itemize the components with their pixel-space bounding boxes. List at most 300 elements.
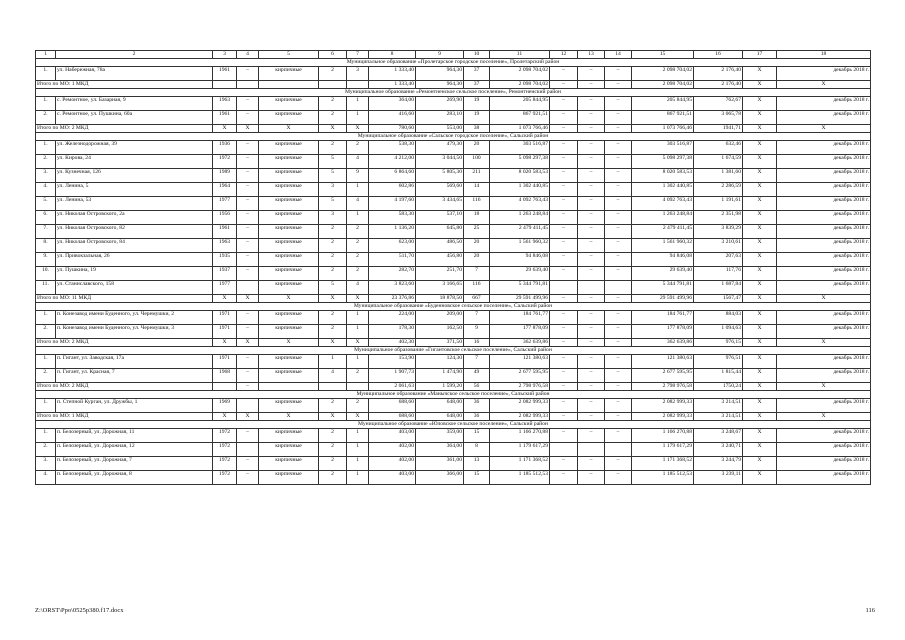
table-cell: – [605,183,632,197]
table-cell: декабрь 2018 г. [777,111,871,125]
total-row [36,339,871,347]
total-cell: – [578,413,605,421]
table-cell: 2 [347,225,369,239]
table-cell: 1 185 512,53 [490,471,550,485]
table-cell: ул. Железнодорожная, 39 [56,141,213,155]
total-cell: Х [213,413,237,421]
table-cell: 1 [347,211,369,225]
table-cell: с. Ремонтное, ул. Базарная, 9 [56,97,213,111]
table-row [36,429,871,443]
municipality-title: Муниципальное образование «Пролетарское городское поселение», Пролетарский район [36,59,871,67]
total-cell: Х [743,295,777,303]
table-cell: 538,30 [369,141,416,155]
table-cell: 4 [319,369,347,383]
table-cell: 184 761,77 [632,311,694,325]
table-cell: декабрь 2018 г. [777,429,871,443]
total-cell: 362 639,86 [632,339,694,347]
table-cell: 1 [347,111,369,125]
table-cell: 359,00 [416,429,464,443]
table-cell: 1 [347,457,369,471]
table-cell: – [605,253,632,267]
municipality-section-row [36,89,871,97]
table-cell: – [578,111,605,125]
table-cell: 1 907,73 [369,369,416,383]
table-cell: декабрь 2018 г. [777,471,871,485]
table-cell: 1972 [213,457,237,471]
table-cell: 632,46 [694,141,743,155]
housing-register-table [35,50,871,485]
total-cell: 29 591 499,96 [632,295,694,303]
table-cell: 37 [464,67,490,81]
total-cell: 1 599,20 [416,383,464,391]
table-cell: декабрь 2018 г. [777,399,871,413]
total-cell: Х [237,295,259,303]
table-cell: – [237,155,259,169]
table-cell: – [605,141,632,155]
table-cell: Х [743,281,777,295]
table-cell: – [550,429,578,443]
table-cell: 205 844,95 [490,97,550,111]
table-cell: 1 687,84 [694,281,743,295]
table-cell: 5 344 791,81 [490,281,550,295]
table-cell: 2 [319,141,347,155]
table-cell: декабрь 2018 г. [777,141,871,155]
table-cell: 29 639,40 [490,267,550,281]
table-cell: 8 [464,443,490,457]
total-cell: 2 176,40 [694,81,743,89]
table-cell: – [550,67,578,81]
column-number: 4 [237,51,259,59]
table-cell: – [237,311,259,325]
total-cell: Х [743,383,777,391]
table-cell: 94 846,08 [490,253,550,267]
table-cell: 403,00 [369,429,416,443]
table-cell: 3 240,71 [694,443,743,457]
table-cell: 2 [319,267,347,281]
column-number: 1 [36,51,56,59]
total-cell [237,81,259,89]
table-cell: 2 [319,457,347,471]
total-cell: 37 [464,81,490,89]
table-cell: декабрь 2018 г. [777,443,871,457]
table-cell: 283,10 [416,111,464,125]
table-cell: – [550,471,578,485]
total-cell: Х [347,125,369,133]
total-cell: Х [259,295,319,303]
total-row [36,125,871,133]
table-cell: 3 [347,67,369,81]
municipality-title: Муниципальное образование «Юловское сельское поселение», Сальский район [36,421,871,429]
table-cell: – [550,267,578,281]
total-cell: 29 591 499,96 [490,295,550,303]
table-cell: 207,63 [694,253,743,267]
table-cell: 1 136,20 [369,225,416,239]
table-cell: ул. Набережная, 78а [56,67,213,81]
table-cell: 2 [319,429,347,443]
table-cell: кирпичные [259,141,319,155]
total-label: Итого по МО: 2 МКД [36,383,213,391]
table-cell [578,443,605,457]
table-body [36,51,871,485]
table-cell: 1969 [213,399,237,413]
table-cell: Х [743,183,777,197]
register-sheet [35,50,870,485]
table-cell: 569,60 [416,183,464,197]
table-cell: – [237,471,259,485]
table-cell: 121 380,63 [490,355,550,369]
table-cell: 648,00 [416,399,464,413]
table-cell: 2 [347,253,369,267]
table-cell: п. Конезавод имени Буденного, ул. Черемушки, 2 [56,311,213,325]
total-row [36,413,871,421]
table-cell: 511,70 [369,253,416,267]
table-cell: Х [743,457,777,471]
table-cell: ул. Ленина, 53 [56,197,213,211]
table-cell: 4 [347,197,369,211]
table-row [36,183,871,197]
table-cell: 1 [319,355,347,369]
table-cell: – [578,97,605,111]
total-cell: 2 098 704,02 [632,81,694,89]
total-cell: – [237,383,259,391]
total-cell: Х [743,125,777,133]
table-cell: 867 921,51 [632,111,694,125]
table-cell: 117,76 [694,267,743,281]
total-cell: – [578,81,605,89]
table-cell: 1972 [213,155,237,169]
total-cell: Х [319,295,347,303]
table-cell: 1 [347,183,369,197]
municipality-title: Муниципальное образование «Буденновское сельское поселение», Сальский район [36,303,871,311]
total-cell: 1 073 766,46 [632,125,694,133]
table-cell: кирпичные [259,457,319,471]
table-row [36,197,871,211]
table-cell: Х [743,429,777,443]
table-cell: декабрь 2018 г. [777,457,871,471]
table-cell: – [605,399,632,413]
table-cell: Х [743,67,777,81]
total-cell: Х [777,295,871,303]
table-cell: кирпичные [259,67,319,81]
table-cell: 11. [36,281,56,295]
table-cell: 2 479 411,45 [632,225,694,239]
table-cell: 623,00 [369,239,416,253]
table-cell: 1 171 368,52 [490,457,550,471]
table-cell: 2. [36,369,56,383]
municipality-section-row [36,347,871,355]
table-row [36,67,871,81]
total-cell: 3 214,51 [694,413,743,421]
table-cell: 1972 [213,443,237,457]
table-cell: 116 [464,197,490,211]
table-cell: – [578,457,605,471]
total-cell: Х [237,413,259,421]
table-cell: 1961 [213,111,237,125]
table-cell: Х [743,111,777,125]
total-row [36,81,871,89]
total-cell: Х [347,295,369,303]
total-cell: 16 [464,339,490,347]
document-path: Z:\ORST\Ppo\0525p380.f17.docx [35,607,124,614]
table-cell: 583,30 [369,211,416,225]
table-cell [605,443,632,457]
table-cell: – [605,197,632,211]
table-cell: 3 239,11 [694,471,743,485]
municipality-title: Муниципальное образование «Сальское городское поселение», Сальский район [36,133,871,141]
column-number: 12 [550,51,578,59]
table-cell: – [550,355,578,369]
total-cell: Х [237,125,259,133]
table-cell: 1 [347,443,369,457]
table-cell: – [550,211,578,225]
table-cell: 688,60 [369,399,416,413]
total-label: Итого по МО: 11 МКД [36,295,213,303]
total-cell: 2 098 704,02 [490,81,550,89]
total-cell: 402,30 [369,339,416,347]
total-cell: – [605,413,632,421]
table-cell: п. Белозерный, ул. Дорожная, 7 [56,457,213,471]
table-cell: – [237,169,259,183]
table-row [36,325,871,339]
table-cell: 282,70 [369,267,416,281]
table-cell: кирпичные [259,429,319,443]
table-cell: – [550,197,578,211]
table-cell: Х [743,311,777,325]
table-cell: 645,80 [416,225,464,239]
total-cell: Х [743,339,777,347]
table-cell: 1 815,44 [694,369,743,383]
table-cell: с. Ремонтное, ул. Пушкина, 60а [56,111,213,125]
table-cell: 1 171 368,52 [632,457,694,471]
table-cell: 177 878,09 [490,325,550,339]
column-number: 8 [369,51,416,59]
table-cell: 1 263 248,84 [632,211,694,225]
table-cell: 1 561 960,32 [632,239,694,253]
table-cell: 1 [347,325,369,339]
table-row [36,225,871,239]
column-number: 3 [213,51,237,59]
table-cell: – [605,325,632,339]
total-row [36,383,871,391]
table-cell: 121 380,63 [632,355,694,369]
total-cell: 371,50 [416,339,464,347]
table-cell: кирпичные [259,239,319,253]
table-cell: ул. Пушкина, 19 [56,267,213,281]
table-cell: – [578,183,605,197]
table-cell: – [578,325,605,339]
table-cell: декабрь 2018 г. [777,183,871,197]
table-cell: 366,00 [416,471,464,485]
total-cell: 1 333,40 [369,81,416,89]
table-cell: 537,10 [416,211,464,225]
table-cell: 8 020 583,53 [490,169,550,183]
table-cell: 6 864,60 [369,169,416,183]
table-cell: – [550,239,578,253]
total-cell: – [550,295,578,303]
table-cell: кирпичные [259,155,319,169]
table-cell: Х [743,211,777,225]
table-cell: 1936 [213,141,237,155]
table-row [36,355,871,369]
table-cell: 1 [347,429,369,443]
table-cell: – [237,197,259,211]
table-cell: – [605,369,632,383]
table-cell: 29 639,40 [632,267,694,281]
table-cell: 2 [319,111,347,125]
table-cell: 2 [319,225,347,239]
table-cell: 2 [319,97,347,111]
table-cell: – [578,267,605,281]
table-cell: 2 176,40 [694,67,743,81]
table-cell: 3 839,29 [694,225,743,239]
table-cell: 20 [464,239,490,253]
table-cell: – [550,155,578,169]
table-cell: – [578,155,605,169]
table-cell: 20 [464,253,490,267]
table-cell: 303 516,87 [632,141,694,155]
total-cell: 688,60 [369,413,416,421]
table-cell: 19 [464,97,490,111]
table-cell: – [605,239,632,253]
total-cell: – [605,81,632,89]
table-cell: 94 846,08 [632,253,694,267]
table-cell: – [237,429,259,443]
table-cell: ул. Ленина, 5 [56,183,213,197]
municipality-title: Муниципальное образование «Гигантовское сельское поселение», Сальский район [36,347,871,355]
table-cell: 3 065,78 [694,111,743,125]
table-cell: кирпичные [259,369,319,383]
table-cell: – [237,67,259,81]
table-cell: – [605,225,632,239]
total-cell: 780,60 [369,125,416,133]
table-cell: ул. Кирова, 24 [56,155,213,169]
table-cell: 3 [319,211,347,225]
table-cell: Х [743,471,777,485]
table-row [36,399,871,413]
table-cell: 8. [36,239,56,253]
table-cell: декабрь 2018 г. [777,67,871,81]
table-cell: 162,50 [416,325,464,339]
table-cell: – [237,225,259,239]
table-cell: Х [743,325,777,339]
column-number: 9 [416,51,464,59]
table-cell: 5. [36,197,56,211]
total-cell: Х [213,125,237,133]
table-row [36,471,871,485]
table-cell: 2 677 595,95 [490,369,550,383]
table-cell: 1937 [213,267,237,281]
total-cell: Х [319,413,347,421]
total-label: Итого по МО: 2 МКД [36,125,213,133]
table-cell: 3. [36,457,56,471]
table-cell: 5 [319,169,347,183]
table-cell: – [550,183,578,197]
table-cell: 3 214,51 [694,399,743,413]
table-cell: 867 921,51 [490,111,550,125]
table-cell: 6. [36,211,56,225]
table-cell: 2 098 704,02 [632,67,694,81]
total-cell: 362 639,86 [490,339,550,347]
table-row [36,253,871,267]
table-cell: – [550,369,578,383]
table-cell: 361,00 [416,457,464,471]
table-cell: 1. [36,311,56,325]
table-cell [237,281,259,295]
table-cell [550,443,578,457]
table-cell: 1 [347,471,369,485]
table-cell: 2 082 999,33 [632,399,694,413]
table-cell: декабрь 2018 г. [777,355,871,369]
table-cell: 14 [464,183,490,197]
table-cell: декабрь 2018 г. [777,169,871,183]
total-cell: Х [743,413,777,421]
table-cell: 5 344 791,81 [632,281,694,295]
total-cell: Х [213,339,237,347]
table-cell: 2 [347,369,369,383]
table-cell: 36 [464,399,490,413]
table-cell: 2 [347,267,369,281]
table-cell: – [550,253,578,267]
table-cell: – [605,471,632,485]
table-cell: 2. [36,111,56,125]
table-cell: 7 [464,355,490,369]
table-cell: – [550,457,578,471]
table-cell: 2 098 704,02 [490,67,550,81]
table-cell: 1972 [213,429,237,443]
column-number: 13 [578,51,605,59]
total-cell: Х [259,413,319,421]
table-cell: 4 212,00 [369,155,416,169]
table-cell: 1961 [213,67,237,81]
table-cell: 18 [464,211,490,225]
table-cell: – [550,169,578,183]
table-cell: Х [743,355,777,369]
table-cell: 479,30 [416,141,464,155]
table-cell: кирпичные [259,111,319,125]
total-cell: – [578,295,605,303]
table-cell: кирпичные [259,471,319,485]
table-cell: 9 [347,169,369,183]
table-cell: кирпичные [259,197,319,211]
table-cell: – [578,311,605,325]
table-cell: 4. [36,471,56,485]
table-cell: – [578,369,605,383]
table-row [36,267,871,281]
table-cell: 9 [464,325,490,339]
total-cell: 667 [464,295,490,303]
total-cell: – [578,339,605,347]
table-cell: 1 561 960,32 [490,239,550,253]
total-cell: 23 376,86 [369,295,416,303]
table-cell: кирпичные [259,225,319,239]
table-cell: 7. [36,225,56,239]
table-cell: 1 381,60 [694,169,743,183]
table-cell: 964,30 [416,67,464,81]
table-cell: кирпичные [259,183,319,197]
table-cell: – [605,429,632,443]
table-cell: 7 [464,311,490,325]
table-cell: 3 434,65 [416,197,464,211]
table-cell: 1 302 440,85 [490,183,550,197]
table-cell: 1. [36,429,56,443]
column-number: 18 [777,51,871,59]
total-cell: 976,15 [694,339,743,347]
column-number: 14 [605,51,632,59]
table-cell: 2 [319,311,347,325]
total-cell: Х [777,339,871,347]
table-cell: – [237,267,259,281]
table-cell: – [578,67,605,81]
